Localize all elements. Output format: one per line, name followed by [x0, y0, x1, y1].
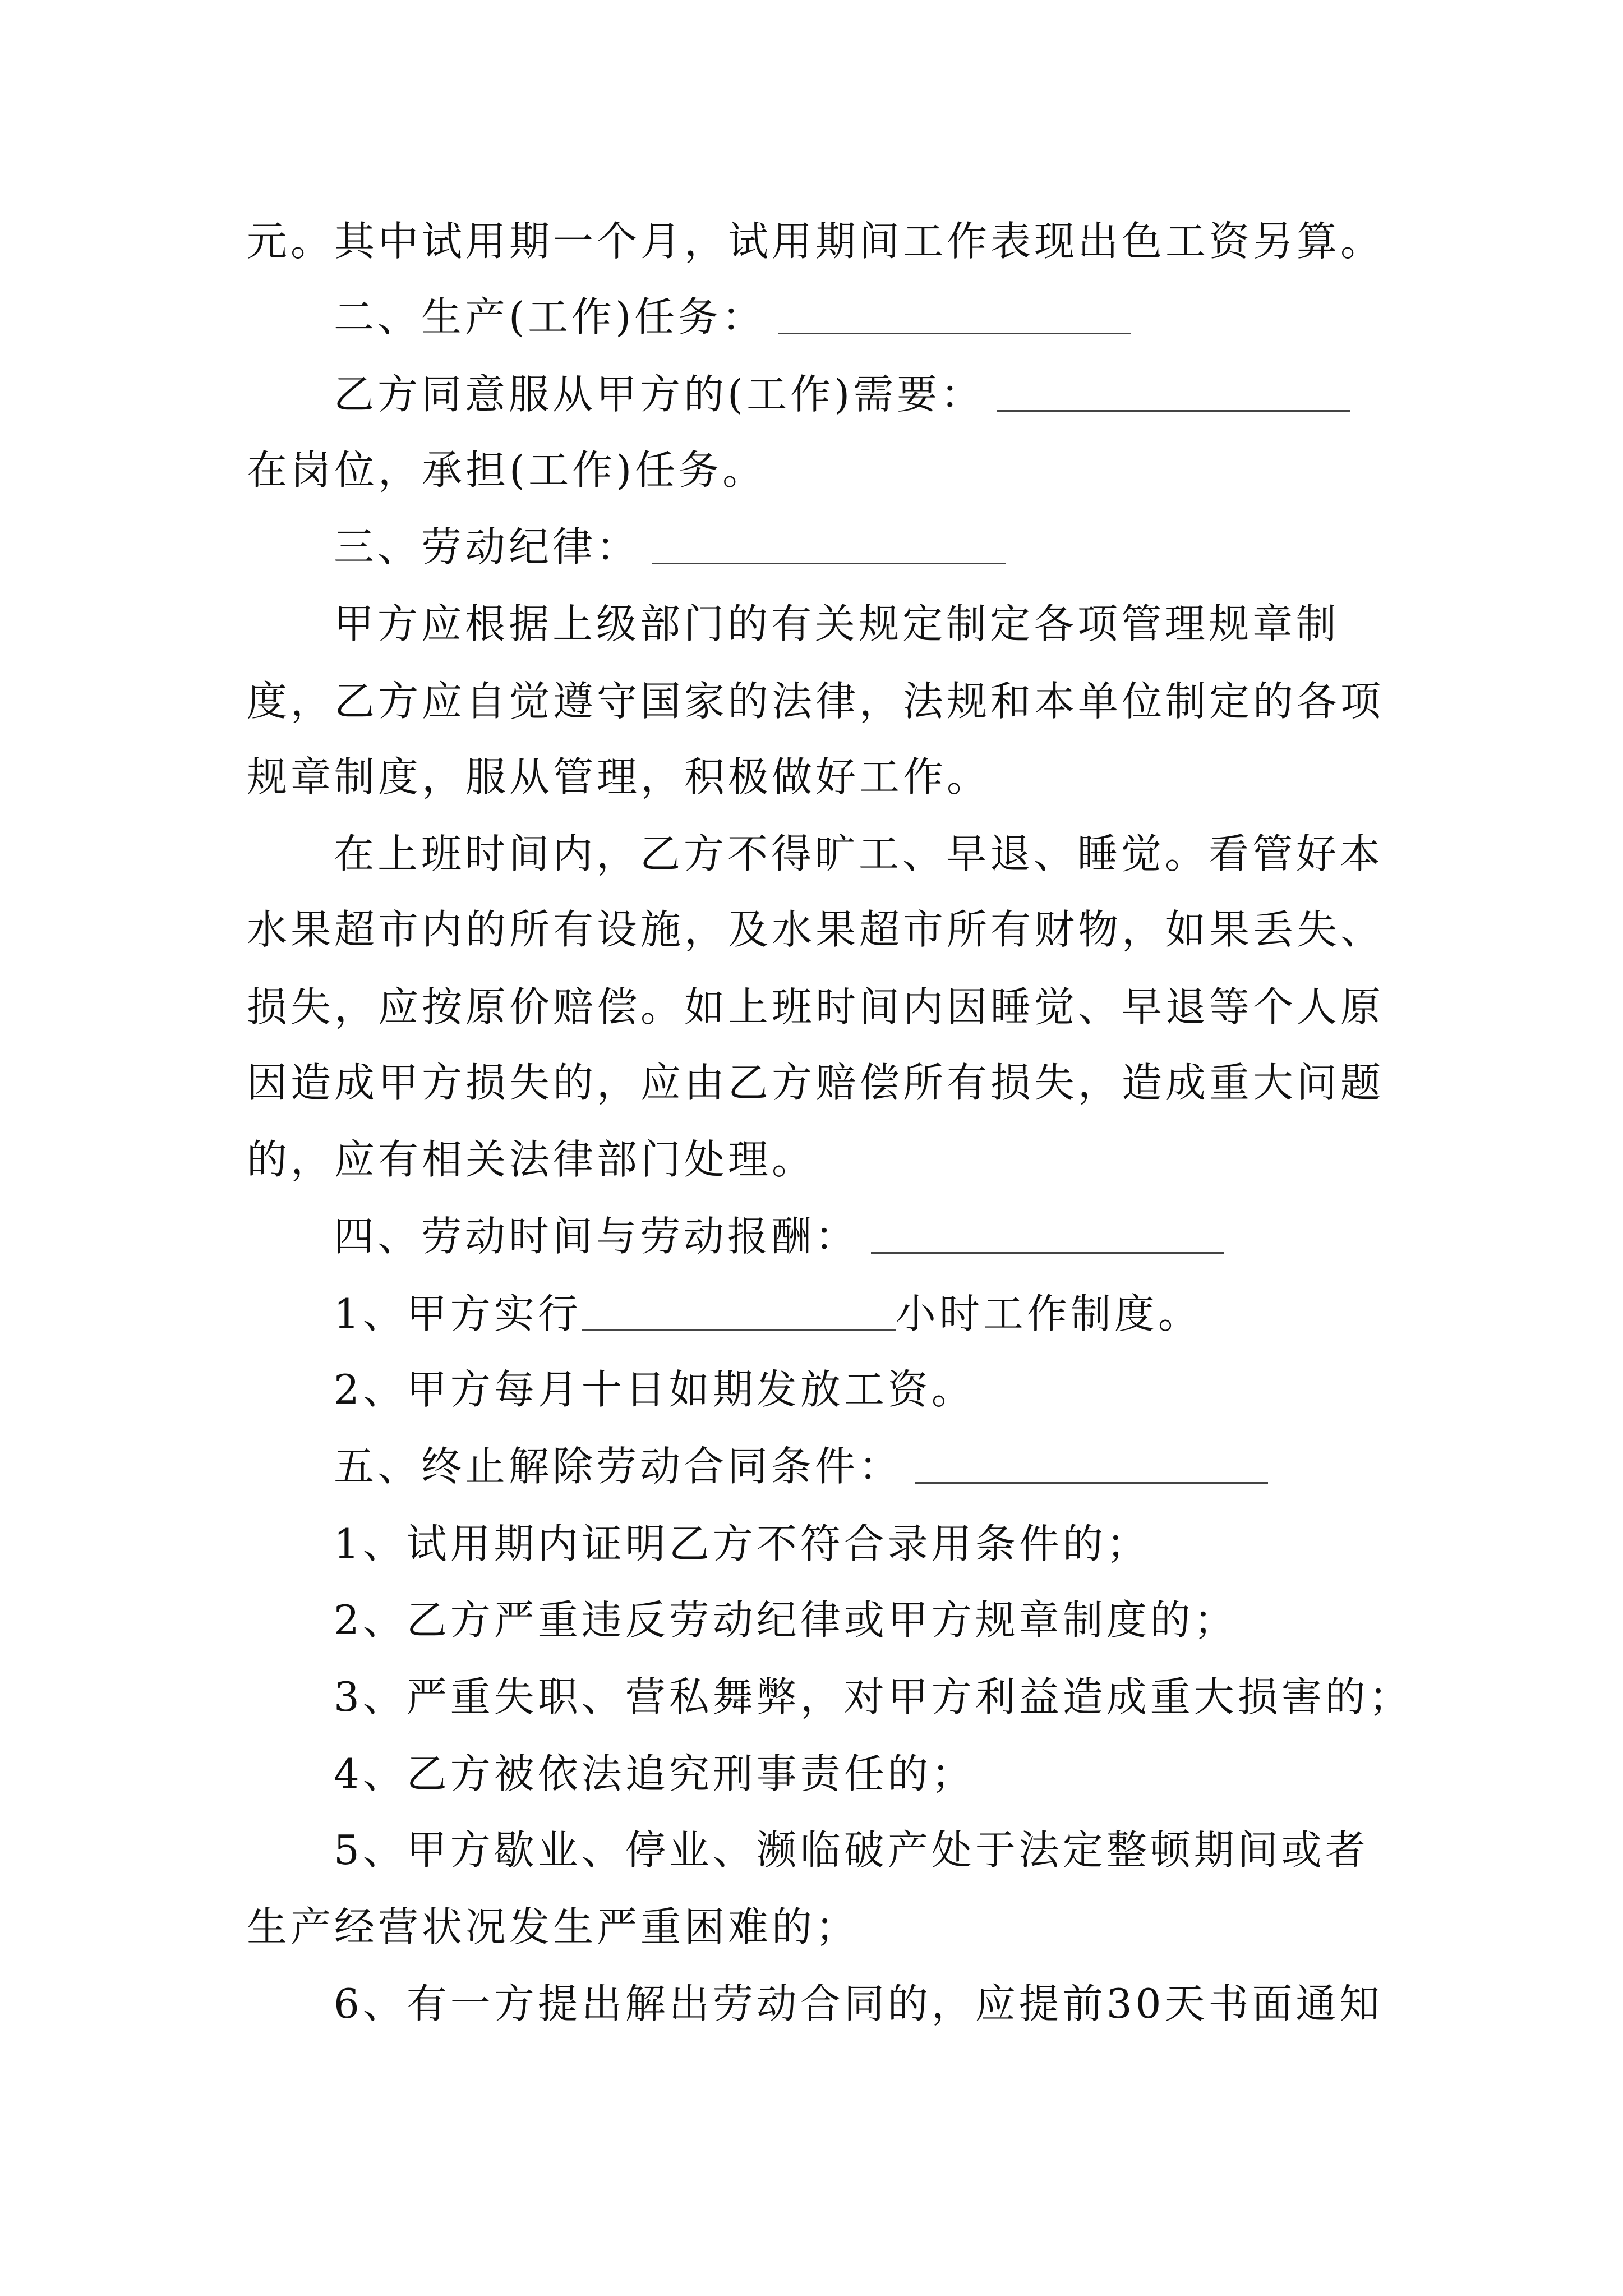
- line-text: 1、甲方实行: [334, 1290, 582, 1337]
- paragraph-line: [247, 1893, 859, 1961]
- fill-in-blank[interactable]: [915, 1444, 1268, 1484]
- fill-in-blank[interactable]: [997, 372, 1350, 412]
- line-text: 生产经营状况发生严重困难的；: [247, 1903, 860, 1950]
- line-text: 度，乙方应自觉遵守国家的法律，法规和本单位制定的各项: [247, 678, 1385, 725]
- paragraph-line: [334, 590, 1340, 657]
- paragraph-line: [247, 436, 766, 504]
- line-text: 三、劳动纪律：: [334, 523, 640, 570]
- line-text: 规章制度，服从管理，积极做好工作。: [247, 753, 991, 800]
- line-text: 元。其中试用期一个月，试用期间工作表现出色工资另算。: [247, 218, 1385, 265]
- line-text: 二、生产(工作)任务：: [334, 293, 766, 341]
- list-item: [334, 1663, 1413, 1731]
- line-text: 1、试用期内证明乙方不符合录用条件的；: [334, 1520, 1150, 1567]
- line-text: 4、乙方被依法追究刑事责任的；: [334, 1750, 975, 1797]
- list-item: [334, 1586, 1238, 1654]
- line-text: 小时工作制度。: [895, 1290, 1202, 1337]
- paragraph-line: [247, 1126, 815, 1193]
- paragraph-line: [247, 668, 1384, 735]
- paragraph-line: [334, 820, 1384, 887]
- line-text: 因造成甲方损失的，应由乙方赔偿所有损失，造成重大问题: [247, 1059, 1385, 1106]
- line-text: 的，应有相关法律部门处理。: [247, 1136, 816, 1183]
- line-text: 3、严重失职、营私舞弊，对甲方利益造成重大损害的；: [334, 1673, 1413, 1720]
- line-text: 五、终止解除劳动合同条件：: [334, 1443, 903, 1490]
- line-text: 6、有一方提出解出劳动合同的，应提前30天书面通知: [334, 1980, 1384, 2027]
- fill-in-blank[interactable]: [778, 295, 1131, 334]
- list-item: [334, 1970, 1383, 2037]
- line-text: 甲方应根据上级部门的有关规定制定各项管理规章制: [334, 600, 1340, 647]
- paragraph-line: [334, 361, 1350, 428]
- paragraph-line: [247, 208, 1384, 275]
- list-item: [334, 1510, 1150, 1577]
- line-text: 水果超市内的所有设施，及水果超市所有财物，如果丢失、: [247, 906, 1385, 953]
- section-heading-termination: [334, 1433, 1268, 1500]
- line-text: 损失，应按原价赔偿。如上班时间内因睡觉、早退等个人原: [247, 983, 1385, 1030]
- fill-in-blank[interactable]: [582, 1291, 896, 1331]
- line-text: 在上班时间内，乙方不得旷工、早退、睡觉。看管好本: [334, 830, 1384, 877]
- paragraph-line: [247, 973, 1384, 1041]
- paragraph-line: [247, 896, 1384, 963]
- section-heading-hours-pay: [334, 1203, 1224, 1270]
- fill-in-blank[interactable]: [652, 524, 1006, 564]
- list-item: [334, 1816, 1369, 1884]
- line-text: 2、甲方每月十日如期发放工资。: [334, 1366, 975, 1413]
- line-text: 四、劳动时间与劳动报酬：: [334, 1213, 859, 1260]
- line-text: 乙方同意服从甲方的(工作)需要：: [334, 371, 985, 418]
- line-text: 5、甲方歇业、停业、濒临破产处于法定整顿期间或者: [334, 1826, 1369, 1874]
- fill-in-blank[interactable]: [871, 1214, 1224, 1254]
- line-text: 在岗位，承担(工作)任务。: [247, 447, 767, 494]
- list-item: [334, 1356, 975, 1423]
- paragraph-line: [247, 1049, 1384, 1116]
- paragraph-line: [247, 743, 990, 811]
- list-item: [334, 1280, 1202, 1347]
- section-heading-tasks: [334, 283, 1131, 351]
- section-heading-discipline: [334, 513, 1006, 581]
- list-item: [334, 1740, 975, 1807]
- line-text: 2、乙方严重违反劳动纪律或甲方规章制度的；: [334, 1596, 1238, 1644]
